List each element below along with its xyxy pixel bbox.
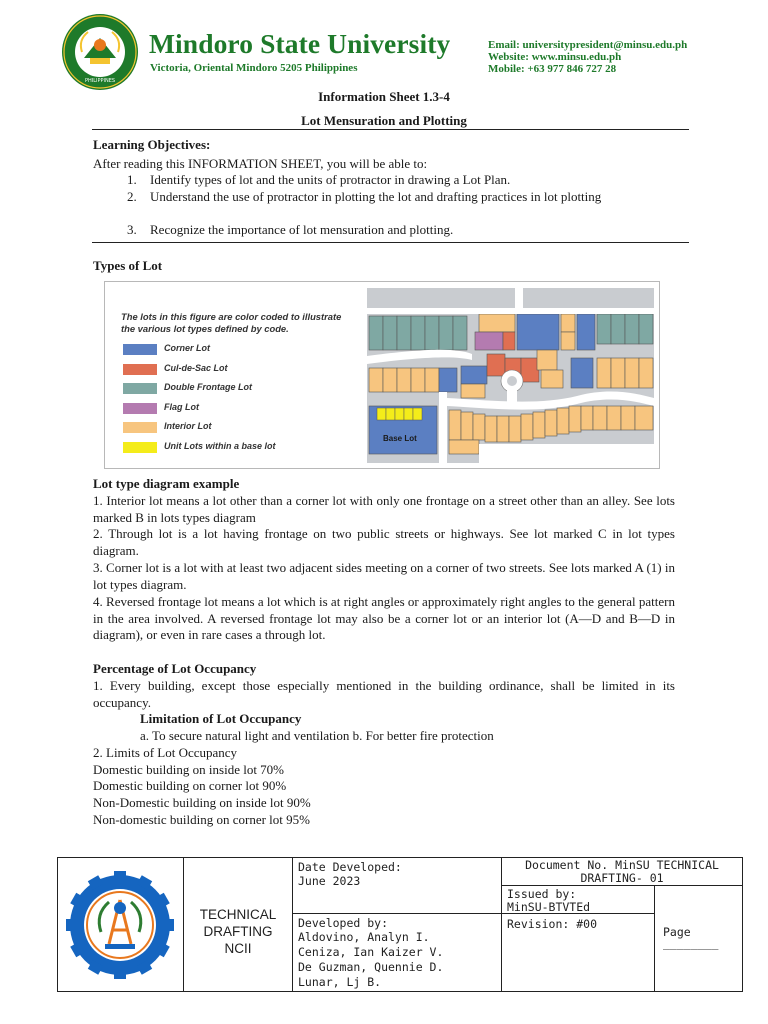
legend-swatch bbox=[123, 422, 157, 433]
objectives-intro: After reading this INFORMATION SHEET, you will be able to: bbox=[93, 156, 428, 171]
legend-label: Unit Lots within a base lot bbox=[164, 441, 276, 451]
sheet-title: Information Sheet 1.3-4 bbox=[318, 89, 450, 104]
contact-website: Website: www.minsu.edu.ph bbox=[488, 51, 622, 63]
developer-name: De Guzman, Quennie D. bbox=[298, 960, 444, 974]
topic-title: Lot Mensuration and Plotting bbox=[301, 113, 467, 128]
lot-type-paragraph: 1. Interior lot means a lot other than a corner lot with only one frontage on a street other than an alley. See lots marked B in lots types diagram bbox=[93, 493, 675, 525]
university-name: Mindoro State University bbox=[149, 28, 451, 59]
document-number-line: Document No. MinSU TECHNICAL bbox=[525, 858, 719, 872]
legend-swatch bbox=[123, 442, 157, 453]
types-of-lot-heading: Types of Lot bbox=[93, 258, 163, 273]
course-title-line: DRAFTING bbox=[203, 924, 273, 939]
date-developed-value: June 2023 bbox=[298, 874, 361, 888]
btvted-logo-icon bbox=[64, 870, 176, 980]
footer-developers-cell bbox=[293, 914, 502, 991]
lot-types-figure bbox=[104, 281, 660, 469]
course-title-line: TECHNICAL bbox=[199, 907, 277, 922]
objective-text: Recognize the importance of lot mensuration and plotting. bbox=[150, 222, 454, 237]
footer-logo-cell bbox=[58, 858, 184, 991]
legend-label: Flag Lot bbox=[164, 402, 199, 412]
legend-swatch bbox=[123, 364, 157, 375]
revision-number: Revision: #00 bbox=[507, 917, 598, 931]
contact-mobile: Mobile: +63 977 846 727 28 bbox=[488, 63, 617, 75]
base-lot-label: Base Lot bbox=[383, 434, 417, 443]
objective-item bbox=[127, 222, 675, 239]
legend-item-unit-lots bbox=[121, 441, 351, 455]
legend-label: Corner Lot bbox=[164, 343, 210, 353]
legend-item-interior-lot bbox=[121, 421, 351, 435]
legend-item-flag-lot bbox=[121, 402, 351, 416]
occupancy-heading: Percentage of Lot Occupancy bbox=[93, 661, 257, 676]
legend-label: Double Frontage Lot bbox=[164, 382, 252, 392]
course-title-line: NCII bbox=[224, 941, 252, 956]
university-address: Victoria, Oriental Mindoro 5205 Philippines bbox=[150, 62, 358, 74]
lot-type-paragraph: 3. Corner lot is a lot with at least two adjacent sides meeting on a corner of two streets. See lots marked A (1) in lot types diagram. bbox=[93, 560, 675, 592]
legend-swatch bbox=[123, 344, 157, 355]
document-number-line: DRAFTING- 01 bbox=[580, 871, 664, 885]
figure-caption-line2: the various lot types defined by code. bbox=[121, 323, 289, 334]
footer-page-cell bbox=[655, 886, 742, 991]
developed-by-label: Developed by: bbox=[298, 916, 389, 930]
legend-swatch bbox=[123, 383, 157, 394]
document-footer-table bbox=[57, 857, 743, 992]
objectives-divider bbox=[92, 242, 689, 243]
footer-revision-cell bbox=[502, 914, 655, 991]
footer-date-cell bbox=[293, 858, 502, 914]
objective-number: 3. bbox=[127, 222, 137, 237]
university-seal bbox=[60, 12, 140, 92]
limit-item: Domestic building on inside lot 70% bbox=[93, 762, 285, 777]
limitation-heading: Limitation of Lot Occupancy bbox=[140, 711, 302, 726]
legend-label: Interior Lot bbox=[164, 421, 212, 431]
lot-type-paragraph: 4. Reversed frontage lot means a lot which is at right angles or approximately right angles to the general pattern in the area involved. A reversed frontage lot may also be a corner lot or an interior lot (A—D and B—D in diagram), or even in rare cases a through lot. bbox=[93, 594, 675, 643]
objectives-heading: Learning Objectives: bbox=[93, 137, 211, 152]
objective-text: Identify types of lot and the units of protractor in drawing a Lot Plan. bbox=[150, 172, 511, 187]
occupancy-paragraph: 1. Every building, except those especially mentioned in the building ordinance, shall be limited in its occupancy. bbox=[93, 678, 675, 710]
legend-item-cul-de-sac-lot bbox=[121, 363, 351, 377]
title-divider bbox=[92, 129, 689, 130]
issued-by-value: MinSU-BTVTEd bbox=[507, 900, 591, 914]
date-developed-label: Date Developed: bbox=[298, 860, 402, 874]
figure-caption-line1: The lots in this figure are color coded to illustrate bbox=[121, 311, 342, 322]
legend-item-corner-lot bbox=[121, 343, 351, 357]
limits-heading: 2. Limits of Lot Occupancy bbox=[93, 745, 238, 760]
page-label: Page bbox=[663, 925, 691, 939]
objective-item bbox=[127, 172, 675, 189]
developer-name: Lunar, Lj B. bbox=[298, 975, 382, 989]
legend-swatch bbox=[123, 403, 157, 414]
footer-docno-cell bbox=[502, 858, 742, 886]
lot-type-example-heading: Lot type diagram example bbox=[93, 476, 240, 491]
developer-name: Aldovino, Analyn I. bbox=[298, 930, 430, 944]
limit-item: Non-Domestic building on inside lot 90% bbox=[93, 795, 311, 810]
objective-number: 1. bbox=[127, 172, 137, 187]
lot-type-paragraph: 2. Through lot is a lot having frontage on two public streets or highways. See lot marked C in lot types diagram. bbox=[93, 526, 675, 558]
issued-by-label: Issued by: bbox=[507, 887, 577, 901]
developer-name: Ceniza, Ian Kaizer V. bbox=[298, 945, 444, 959]
objective-number: 2. bbox=[127, 189, 137, 204]
limit-item: Domestic building on corner lot 90% bbox=[93, 778, 287, 793]
limitation-text: a. To secure natural light and ventilation b. For better fire protection bbox=[140, 728, 494, 743]
legend-label: Cul-de-Sac Lot bbox=[164, 363, 228, 373]
contact-email: Email: universitypresident@minsu.edu.ph bbox=[488, 39, 688, 51]
footer-course-cell bbox=[184, 858, 293, 991]
objective-text: Understand the use of protractor in plotting the lot and drafting practices in lot plotting bbox=[150, 189, 602, 204]
footer-issued-cell bbox=[502, 886, 655, 914]
objective-item bbox=[127, 189, 675, 223]
legend-item-double-frontage-lot bbox=[121, 382, 351, 396]
page-number-blank: ________ bbox=[663, 936, 719, 950]
lot-map-illustration bbox=[367, 288, 654, 463]
svg-text:PHILIPPINES: PHILIPPINES bbox=[84, 78, 116, 84]
limit-item: Non-domestic building on corner lot 95% bbox=[93, 812, 310, 827]
